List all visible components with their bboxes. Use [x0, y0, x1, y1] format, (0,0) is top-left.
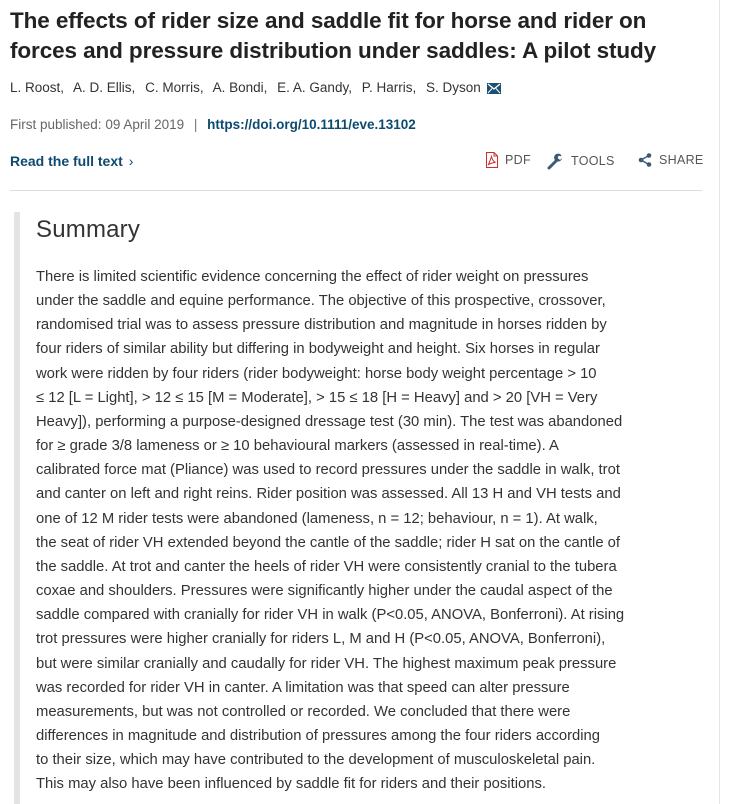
- share-label: SHARE: [659, 153, 704, 167]
- author-list: [10, 80, 501, 97]
- chevron-right-icon: ›: [128, 153, 134, 169]
- author-link[interactable]: L. Roost,: [10, 80, 65, 95]
- author-link[interactable]: A. D. Ellis,: [73, 80, 136, 95]
- email-icon[interactable]: [487, 82, 501, 97]
- author-link[interactable]: C. Morris,: [145, 80, 204, 95]
- summary-line: calibrated force mat (Pliance) was used to record pressures under the saddle in walk, trot: [36, 462, 620, 479]
- share-icon: [637, 152, 653, 168]
- summary-line: the seat of rider VH extended beyond the cantle of the saddle; rider H sat on the cantle of: [36, 534, 621, 551]
- article-title-line: forces and pressure distribution under saddles: A pilot study: [10, 38, 657, 63]
- wrench-icon: [547, 152, 565, 170]
- pdf-icon: [485, 152, 499, 168]
- summary-line: ≤ 12 [L = Light], > 12 ≤ 15 [M = Moderate], > 15 ≤ 18 [H = Heavy] and > 20 [VH = Very: [36, 389, 598, 406]
- separator: |: [193, 117, 198, 132]
- article-header: [10, 6, 705, 66]
- summary-text: [36, 265, 706, 796]
- summary-line: was recorded for rider VH in canter. A limitation was that speed can alter pressure: [36, 679, 570, 696]
- summary-line: for ≥ grade 3/8 lameness or ≥ 10 behavioural markers (assessed in real-time). A: [36, 438, 559, 455]
- article-toolbar: [10, 150, 705, 178]
- author-link[interactable]: S. Dyson: [426, 80, 481, 95]
- summary-heading: Summary: [36, 216, 141, 243]
- author-link[interactable]: P. Harris,: [361, 80, 417, 95]
- tools-label: TOOLS: [571, 154, 615, 168]
- summary-line: and canter on left and right reins. Rider position was assessed. All 13 H and VH tests and: [36, 486, 621, 503]
- summary-line: work were ridden by four riders (rider bodyweight: horse body weight percentage > 10: [36, 365, 597, 382]
- summary-line: but were similar cranially and caudally for rider VH. The highest maximum peak pressure: [36, 655, 617, 672]
- summary-line: coxae and shoulders. Pressures were significantly higher under the caudal aspect of the: [36, 583, 613, 600]
- summary-line: one of 12 M rider tests were abandoned (lameness, n = 12; behaviour, n = 1). At walk,: [36, 510, 598, 527]
- summary-section: [14, 212, 715, 804]
- summary-line: the saddle. At trot and canter the heels of rider VH were consistently cranial to the tubera: [36, 558, 617, 575]
- author-link[interactable]: E. A. Gandy,: [277, 80, 352, 95]
- summary-line: trot pressures were higher cranially for riders L, M and H (P<0.05, ANOVA, Bonferroni),: [36, 631, 606, 648]
- summary-line: differences in magnitude and distribution of pressures among the four riders according: [36, 727, 600, 744]
- doi-link[interactable]: https://doi.org/10.1111/eve.13102: [207, 117, 416, 132]
- author-link[interactable]: A. Bondi,: [212, 80, 268, 95]
- summary-line: under the saddle and equine performance. The objective of this prospective, crossover,: [36, 293, 606, 310]
- summary-line: randomised trial was to assess pressure distribution and magnitude in horses ridden by: [36, 317, 607, 334]
- summary-line: This may also have been influenced by saddle fit for riders and their positions.: [36, 776, 546, 793]
- pdf-label: PDF: [505, 153, 531, 167]
- summary-line: saddle compared with cranially for rider VH in walk (P<0.05, ANOVA, Bonferroni). At rising: [36, 607, 625, 624]
- published-date: 09 April 2019: [105, 117, 185, 132]
- summary-line: There is limited scientific evidence concerning the effect of rider weight on pressures: [36, 269, 589, 285]
- publication-info: [10, 117, 416, 132]
- pdf-button[interactable]: [485, 152, 531, 168]
- summary-line: measurements, but was not controlled or recorded. We concluded that there were: [36, 703, 571, 720]
- summary-line: Heavy]), performing a purpose-designed dressage test (30 min). The test was abandoned: [36, 413, 623, 430]
- published-label: First published:: [10, 117, 102, 132]
- summary-line: four riders of similar ability but differing in bodyweight and height. Six horses in regular: [36, 341, 600, 358]
- page-right-border: [719, 0, 720, 804]
- article-title: [10, 6, 705, 66]
- summary-line: to their size, which may have contributed to the development of musculoskeletal pain.: [36, 752, 596, 769]
- share-button[interactable]: [637, 152, 704, 168]
- read-full-text-label: Read the full text: [10, 153, 123, 169]
- divider: [10, 190, 702, 191]
- tools-button[interactable]: [547, 152, 615, 170]
- article-title-line: The effects of rider size and saddle fit for horse and rider on: [10, 8, 647, 33]
- read-full-text-link[interactable]: [10, 153, 133, 169]
